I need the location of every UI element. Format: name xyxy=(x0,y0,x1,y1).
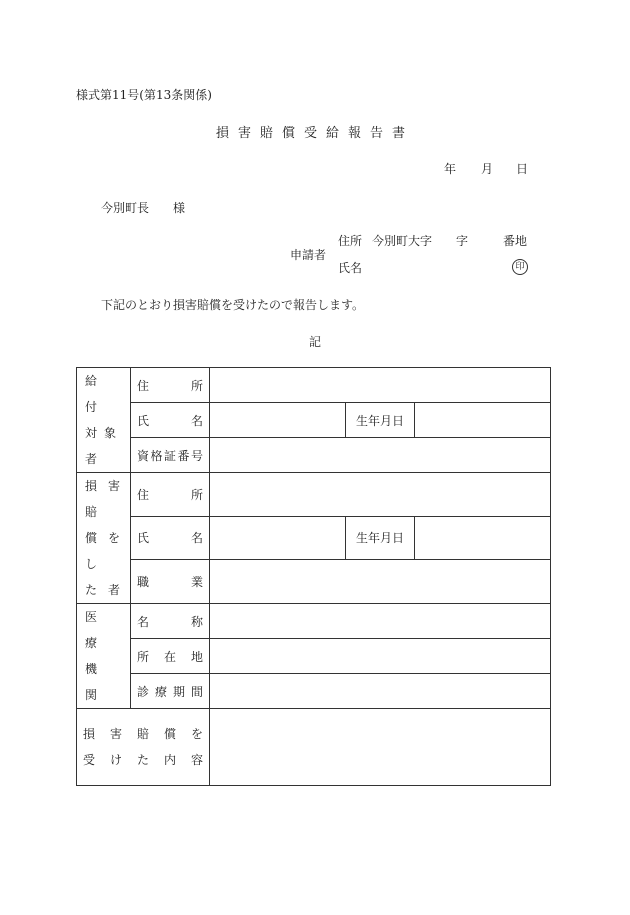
institution-location-label: 所在地 xyxy=(131,639,210,674)
date-month-label: 月 xyxy=(481,162,494,176)
group-line: 機 関 xyxy=(85,662,104,702)
institution-period-field[interactable] xyxy=(210,674,551,709)
payer-occupation-label: 職業 xyxy=(131,560,210,604)
institution-location-field[interactable] xyxy=(210,639,551,674)
content-row xyxy=(77,709,551,786)
recipient-cert-label: 資格証番号 xyxy=(131,438,210,473)
report-table xyxy=(76,367,551,786)
institution-name-label: 名称 xyxy=(131,604,210,639)
payer-name-field[interactable] xyxy=(210,516,346,560)
addressee-suffix: 様 xyxy=(173,201,186,215)
payer-group-label xyxy=(77,473,131,604)
recipient-address-label: 住所 xyxy=(131,368,210,403)
date-day-label: 日 xyxy=(516,162,529,176)
group-line: 償をし xyxy=(85,531,122,571)
institution-group-label xyxy=(77,604,131,709)
seal-mark: 印 xyxy=(512,259,528,275)
recipient-name-label: 氏名 xyxy=(131,403,210,438)
content-label-line: 受けた内容 xyxy=(83,753,203,767)
form-number: 様式第11号(第13条関係) xyxy=(76,88,212,102)
recipient-address-row xyxy=(77,368,551,403)
recipient-group-label xyxy=(77,368,131,473)
payer-address-field[interactable] xyxy=(210,473,551,517)
addressee-name: 今別町長 xyxy=(101,201,150,215)
payer-address-label: 住所 xyxy=(131,473,210,517)
date-year-label: 年 xyxy=(444,162,457,176)
payer-occupation-row xyxy=(77,560,551,604)
applicant-banchi-label: 番地 xyxy=(503,234,528,248)
recipient-address-field[interactable] xyxy=(210,368,551,403)
ki-heading: 記 xyxy=(308,335,321,349)
institution-location-row xyxy=(77,639,551,674)
payer-name-label: 氏名 xyxy=(131,516,210,560)
institution-name-field[interactable] xyxy=(210,604,551,639)
content-label xyxy=(77,709,210,786)
institution-period-label: 診療期間 xyxy=(131,674,210,709)
recipient-name-row xyxy=(77,403,551,438)
applicant-name-label: 氏名 xyxy=(338,261,363,275)
institution-name-row xyxy=(77,604,551,639)
content-field[interactable] xyxy=(210,709,551,786)
payer-address-row xyxy=(77,473,551,517)
recipient-birthdate-label: 生年月日 xyxy=(346,403,415,438)
payer-occupation-field[interactable] xyxy=(210,560,551,604)
document-title: 損害賠償受給報告書 xyxy=(215,126,414,141)
group-line: 医 療 xyxy=(85,610,104,650)
applicant-address-value: 今別町大字 xyxy=(372,234,433,248)
recipient-cert-field[interactable] xyxy=(210,438,551,473)
content-label-line: 損害賠償を xyxy=(83,727,203,741)
applicant-address-label: 住所 xyxy=(338,234,363,248)
recipient-cert-row xyxy=(77,438,551,473)
group-line: 給 付 xyxy=(85,374,104,414)
group-line: た 者 xyxy=(85,583,122,597)
group-line: 損害賠 xyxy=(85,479,122,519)
recipient-birthdate-field[interactable] xyxy=(415,403,551,438)
recipient-name-field[interactable] xyxy=(210,403,346,438)
institution-period-row xyxy=(77,674,551,709)
payer-birthdate-field[interactable] xyxy=(415,516,551,560)
addressee xyxy=(101,199,185,216)
payer-birthdate-label: 生年月日 xyxy=(346,516,415,560)
applicant-aza-label: 字 xyxy=(456,234,469,248)
group-line: 対象者 xyxy=(85,426,122,466)
applicant-label: 申請者 xyxy=(290,248,327,262)
report-statement: 下記のとおり損害賠償を受けたので報告します。 xyxy=(101,298,365,312)
payer-name-row xyxy=(77,516,551,560)
